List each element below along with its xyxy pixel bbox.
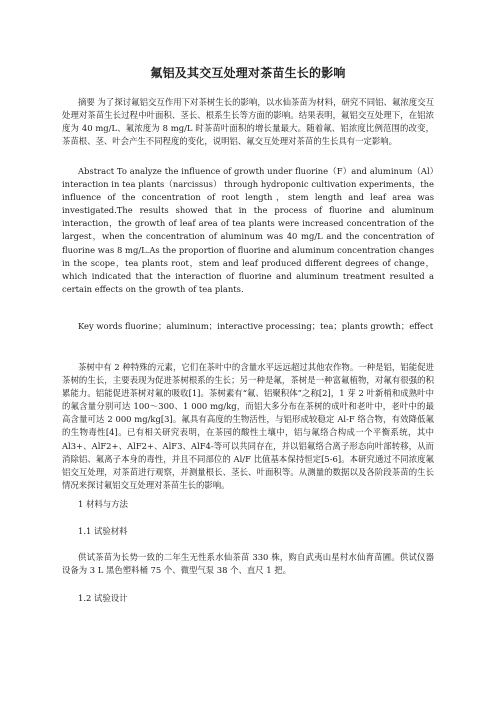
section-heading-1: 1 材料与方法 (78, 499, 128, 509)
materials-paragraph: 供试茶苗为长势一致的二年生无性系水仙茶苗 330 株，购自武夷山星村水仙育苗圃。供试仪器设备为 3 L 黑色塑料桶 75 个、微型气泵 38 个、直尺 1 把。 (62, 552, 434, 576)
abstract-english: Abstract To analyze the influence of growth under fluorine（F）and aluminum（Al）interaction in tea plants（narcissus） through hydroponic cultivation experiments，the influence of the concentration of root length，stem length and leaf area was investigated.The results showed that in the process of fluorine and aluminum interaction，the growth of leaf area of tea plants were increased concentration of the largest，when the concentration of aluminum was 40 mg/L and the concentration of fluorine was 8 mg/L.As the proportion of fluorine and aluminum concentration changes in the scope，tea plants root，stem and leaf produced different degrees of change，which indicated that the interaction of fluorine and aluminum treatment resulted a certain effects on the growth of tea plants. (62, 166, 434, 294)
subsection-heading-1-1: 1.1 试验材料 (78, 526, 128, 536)
paper-title: 氟铝及其交互处理对茶苗生长的影响 (150, 66, 346, 80)
introduction-paragraph: 茶树中有 2 种特殊的元素，它们在茶叶中的含量水平远远超过其他农作物。一种是铝，铝能促进茶树的生长，主要表现为促进茶树根系的生长；另一种是氟，茶树是一种富氟植物，对氟有很强的积累能力。铝能促进茶树对氟的吸收[1]。茶树素有“氟、铝聚积体”之称[2]，1 芽 2 叶新梢和成熟叶中的氟含量分别可达 100～300、1 000 mg/kg，而铝大多分布在茶树的成叶和老叶中，老叶中的最高含量可达 2 000 mg/kg[3]。氟具有高度的生物活性，与铝形成较稳定 Al-F 络合物，有效降低氟的生物毒性[4]。已有相关研究表明，在茶园的酸性土壤中，铝与氟络合构成一个平衡系统，其中 Al3+、AlF2+、AlF2+、AlF3、AlF4-等可以共同存在，并以铝氟络合离子形态向叶部转移，从而消除铝、氟离子本身的毒性，并且不同部位的 Al/F 比值基本保持恒定[5-6]。本研究通过不同浓度氟铝交互处理，对茶苗进行观察，并测量根长、茎长、叶面积等。从测量的数据以及各阶段茶苗的生长情况来探讨氟铝交互处理对茶苗生长的影响。 (62, 362, 434, 490)
keywords: Key words fluorine；aluminum；interactive processing；tea；plants growth；effect (78, 321, 434, 331)
abstract-chinese: 摘要 为了探讨氟铝交互作用下对茶树生长的影响，以水仙茶苗为材料，研究不同铝、氟浓度交互处理对茶苗生长过程中叶面积、茎长、根系生长等方面的影响。结果表明，氟铝交互处理下，在铝浓度为 40 mg/L、氟浓度为 8 mg/L 时茶苗叶面积的增长量最大。随着氟、铝浓度比例范围的改变，茶苗根、茎、叶会产生不同程度的变化，说明铝、氟交互处理对茶苗的生长具有一定影响。 (62, 97, 434, 147)
subsection-heading-1-2: 1.2 试验设计 (78, 593, 128, 603)
